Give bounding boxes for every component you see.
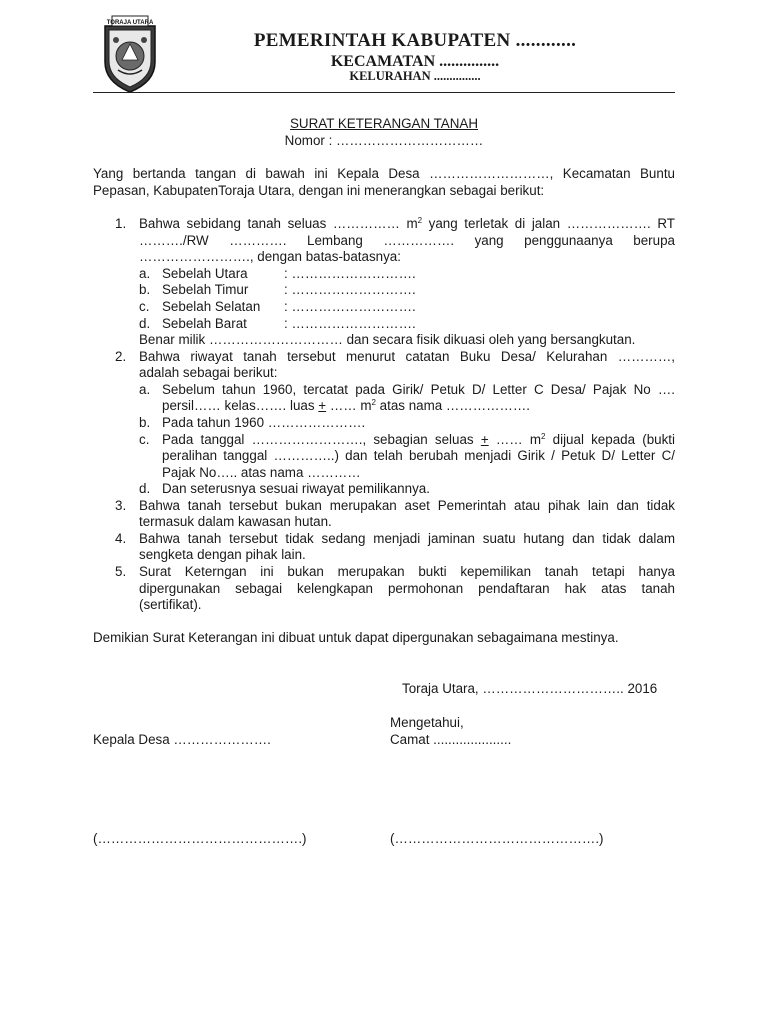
item-2a-line-2: persil…… kelas……. luas + …… $m^2$ atas nama ………………. [162, 398, 530, 413]
border-north-letter: a. [139, 266, 151, 281]
regency-emblem-logo [100, 14, 160, 94]
border-east-letter: b. [139, 282, 151, 297]
item-3-line-2: termasuk dalam kawasan hutan. [139, 514, 332, 529]
item-4-line-1: Bahwa tanah tersebut tidak sedang menjadi jaminan suatu hutang dan tidak dalam [139, 531, 675, 546]
logo-text: TORAJA UTARA [106, 20, 154, 26]
item-2c-line-3: Pajak No….. atas nama ………… [162, 465, 361, 480]
district-head-label: Camat ..................... [390, 732, 512, 747]
item-1-line-2: ………./RW …………. Lembang ……………. yang penggunaanya berupa [139, 233, 675, 248]
item-5-line-3: (sertifikat). [139, 597, 202, 612]
intro-line-2: Pepasan, KabupatenToraja Utara, dengan ini menerangkan sebagai berikut: [93, 183, 545, 198]
item-5-line-2: dipergunakan sebagai kelengkapan permohonan pendaftaran hak atas tanah [139, 581, 675, 596]
border-east-value: : ………………………. [284, 282, 416, 297]
letterhead-divider [93, 92, 675, 93]
item-2d-letter: d. [139, 481, 151, 496]
item-3-line-1: Bahwa tanah tersebut bukan merupakan aset Pemerintah atau pihak lain dan tidak [139, 498, 675, 513]
letterhead-district: KECAMATAN ............... [330, 53, 500, 70]
item-5-line-1: Surat Keterngan ini bukan merupakan bukti kepemilikan tanah tetapi hanya [139, 564, 675, 579]
item-1-line-3: ……………………., dengan batas-batasnya: [139, 249, 401, 264]
border-south-value: : ………………………. [284, 299, 416, 314]
item-1-line-1: Bahwa sebidang tanah seluas …………… $m^2$ yang terletak di jalan ………………. RT [139, 216, 675, 231]
item-2b-letter: b. [139, 415, 151, 430]
border-west-label: Sebelah Barat [162, 316, 247, 331]
item-2-line-2: adalah sebagai berikut: [139, 365, 278, 380]
item-4-line-2: sengketa dengan pihak lain. [139, 547, 306, 562]
item-5-number: 5. [115, 564, 127, 579]
border-north-label: Sebelah Utara [162, 266, 248, 281]
document-title: SURAT KETERANGAN TANAH [290, 116, 478, 131]
village-head-signature-name: (……………………………………….) [93, 831, 307, 846]
district-head-signature-name: (……………………………………….) [390, 831, 604, 846]
item-2b-text: Pada tahun 1960 …………………. [162, 415, 366, 430]
letterhead-regency: PEMERINTAH KABUPATEN ............ [253, 30, 577, 51]
village-head-label: Kepala Desa …………………. [93, 732, 271, 747]
document-number: Nomor : …………………………… [284, 133, 484, 148]
item-2c-letter: c. [139, 432, 150, 447]
item-2a-line-1: Sebelum tahun 1960, tercatat pada Girik/ Petuk D/ Letter C Desa/ Pajak No …. [162, 382, 675, 397]
item-3-number: 3. [115, 498, 127, 513]
item-2c-line-2: peralihan tanggal …………..) dan telah berubah menjadi Girik / Petuk D/ Letter C/ [162, 448, 675, 463]
item-4-number: 4. [115, 531, 127, 546]
closing-statement: Demikian Surat Keterangan ini dibuat untuk dapat dipergunakan sebagaimana mestinya. [93, 630, 619, 645]
border-west-letter: d. [139, 316, 151, 331]
item-1-number: 1. [115, 216, 127, 231]
letterhead-village: KELURAHAN ............... [349, 69, 481, 83]
item-2a-letter: a. [139, 382, 151, 397]
intro-line-1: Yang bertanda tangan di bawah ini Kepala Desa ………………………, Kecamatan Buntu [93, 166, 675, 181]
item-2c-line-1: Pada tanggal ……………………., sebagian seluas + …… $m^2$ dijual kepada (bukti [162, 432, 675, 447]
place-and-date: Toraja Utara, ………………………….. 2016 [402, 681, 658, 696]
border-west-value: : ………………………. [284, 316, 416, 331]
border-south-letter: c. [139, 299, 150, 314]
item-2d-text: Dan seterusnya sesuai riwayat pemilikannya. [162, 481, 430, 496]
border-south-label: Sebelah Selatan [162, 299, 261, 314]
border-east-label: Sebelah Timur [162, 282, 249, 297]
item-1-owner-line: Benar milik ………………………… dan secara fisik dikuasi oleh yang bersangkutan. [139, 332, 636, 347]
acknowledged-label: Mengetahui, [390, 715, 464, 730]
item-2-number: 2. [115, 349, 127, 364]
item-2-line-1: Bahwa riwayat tanah tersebut menurut catatan Buku Desa/ Kelurahan …………, [139, 349, 675, 364]
border-north-value: : ………………………. [284, 266, 416, 281]
